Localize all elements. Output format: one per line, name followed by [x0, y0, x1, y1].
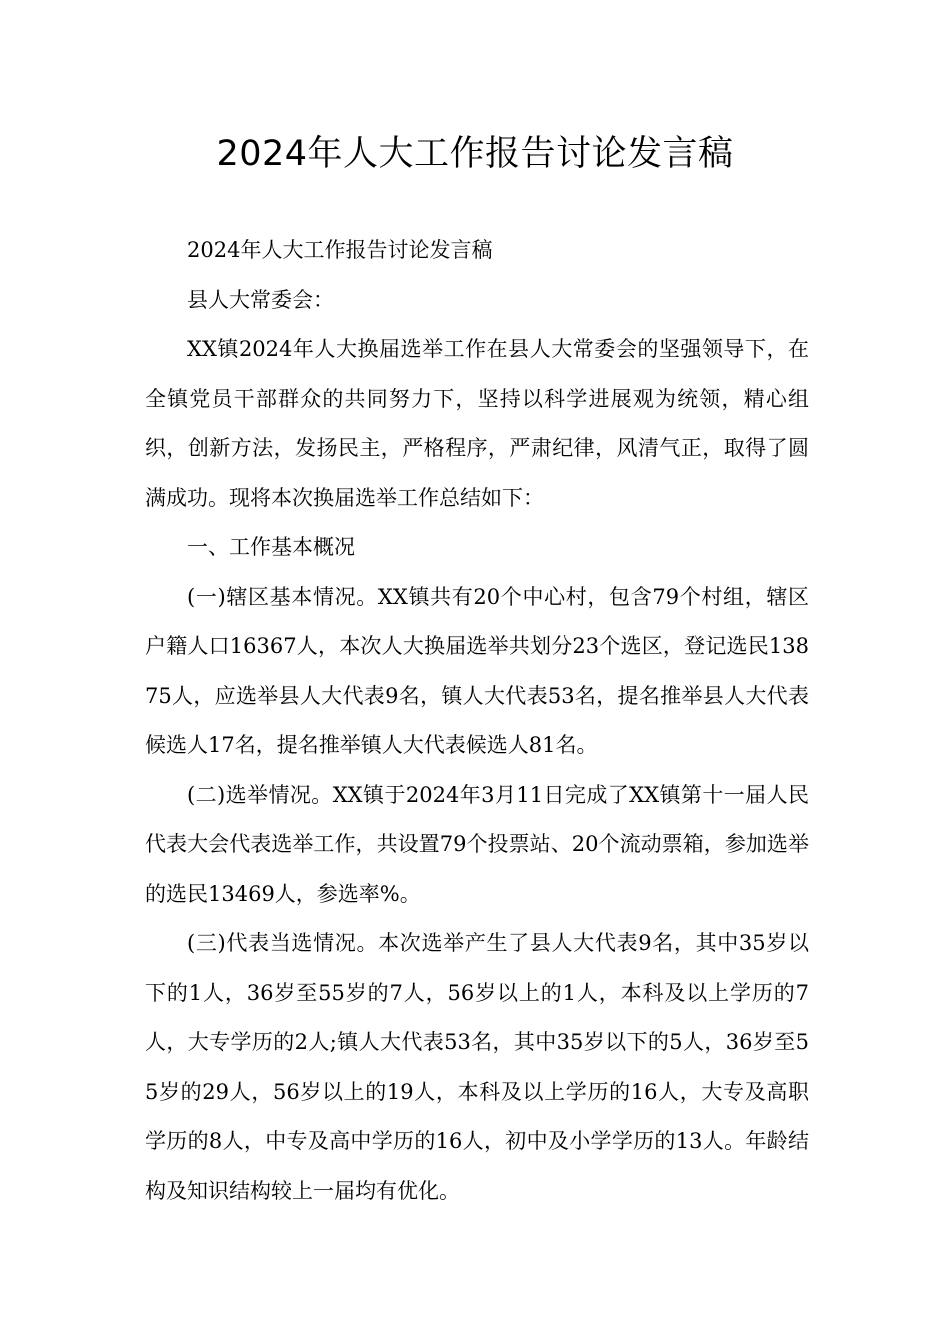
- paragraph-elected-representatives: (三)代表当选情况。本次选举产生了县人大代表9名，其中35岁以下的1人，36岁至55岁的7人，56岁以上的1人，本科及以上学历的7人，大专学历的2人;镇人大代表53名，其中35岁以下的5人，36岁至55岁的29人，56岁以上的19人，本科及以上学历的16人，大专及高职学历的8人，中专及高中学历的16人，初中及小学学历的13人。年龄结构及知识结构较上一届均有优化。: [145, 931, 809, 1203]
- paragraph-district-overview: (一)辖区基本情况。XX镇共有20个中心村，包含79个村组，辖区户籍人口16367人，本次人大换届选举共划分23个选区，登记选民13875人，应选举县人大代表9名，镇人大代表53名，提名推举县人大代表候选人17名，提名推举镇人大代表候选人81名。: [145, 584, 809, 757]
- paragraph-subtitle: 2024年人大工作报告讨论发言稿: [187, 238, 493, 262]
- document-body: [145, 226, 809, 1216]
- page-title: 2024年人大工作报告讨论发言稿: [216, 134, 734, 174]
- section-heading: 一、工作基本概况: [187, 535, 355, 559]
- paragraph-intro: XX镇2024年人大换届选举工作在县人大常委会的坚强领导下，在全镇党员干部群众的共同努力下，坚持以科学进展观为统领，精心组织，创新方法，发扬民主，严格程序，严肃纪律，风清气正，取得了圆满成功。现将本次换届选举工作总结如下：: [145, 337, 809, 510]
- paragraph-election-status: (二)选举情况。XX镇于2024年3月11日完成了XX镇第十一届人民代表大会代表选举工作，共设置79个投票站、20个流动票箱，参加选举的选民13469人，参选率%。: [145, 782, 809, 906]
- paragraph-salutation: 县人大常委会：: [187, 287, 334, 312]
